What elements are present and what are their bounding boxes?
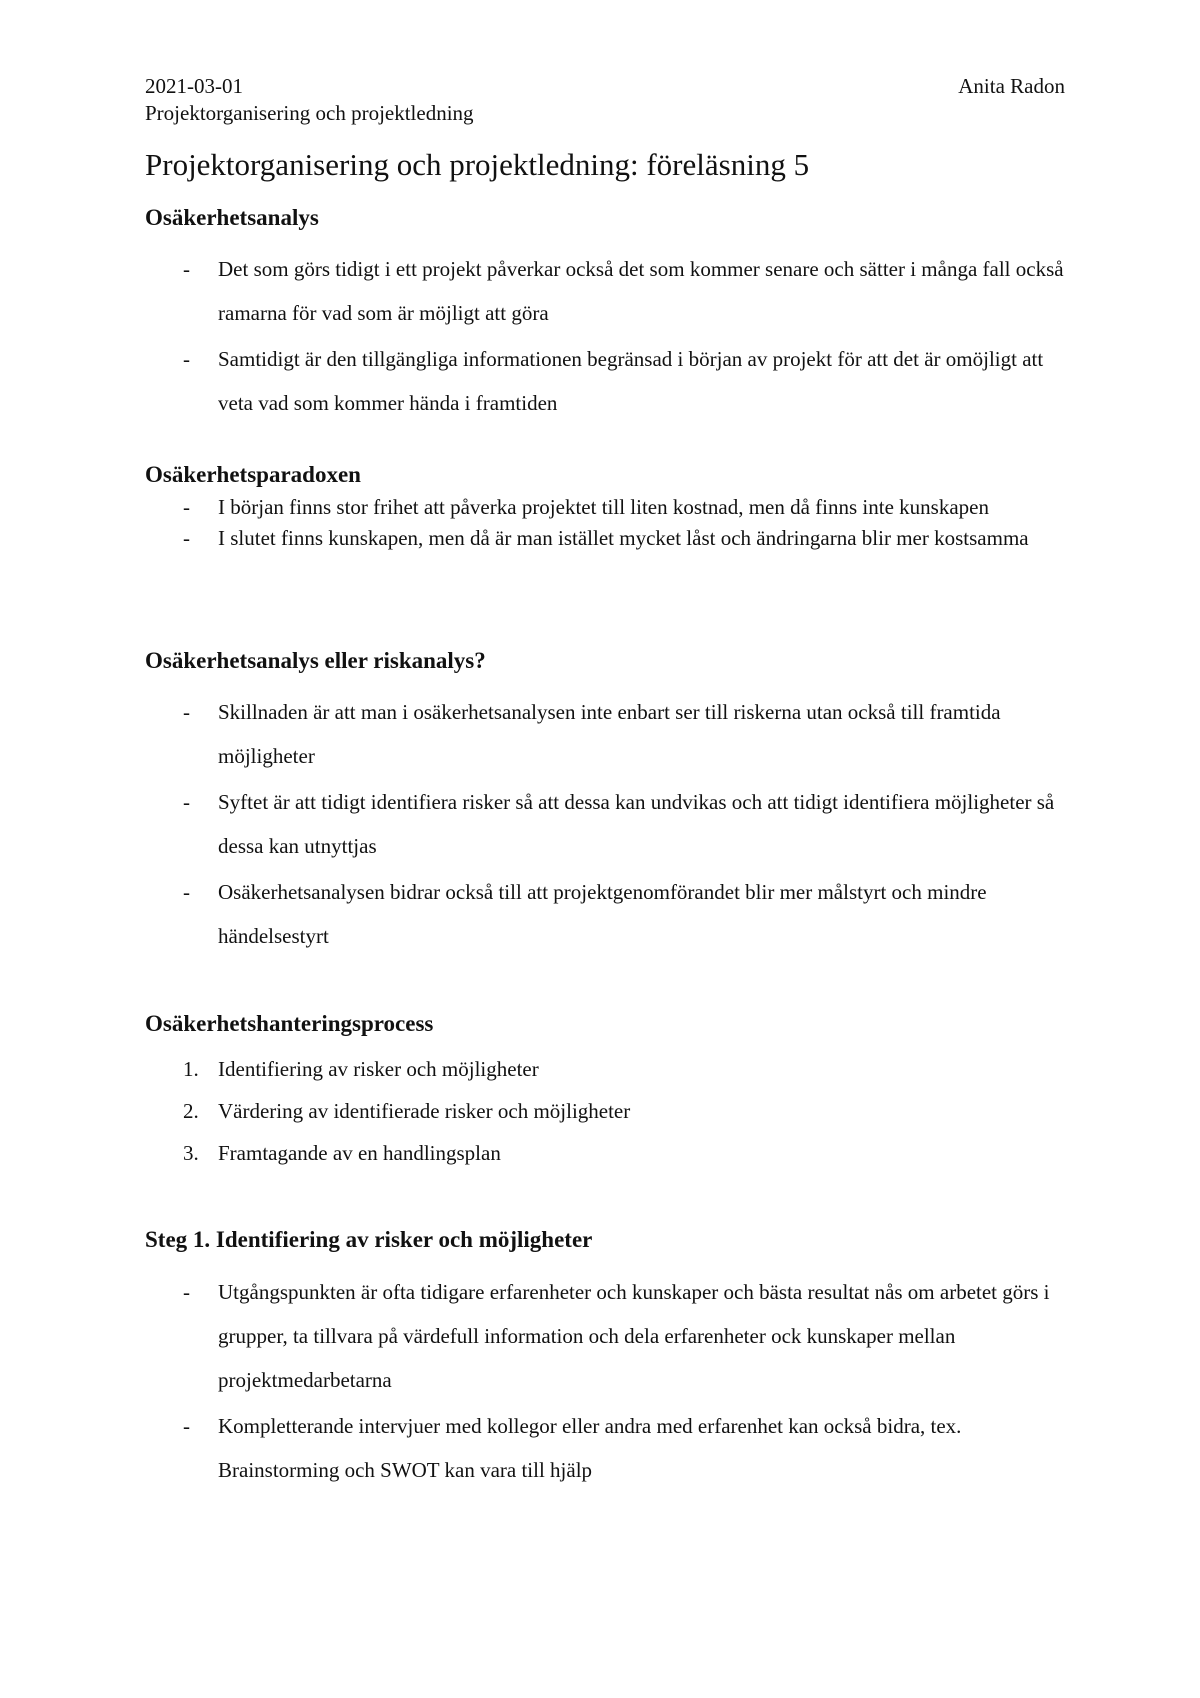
number-marker: 2. bbox=[183, 1099, 199, 1123]
section-list-osakerhetsparadoxen bbox=[145, 492, 1075, 554]
list-item-text: Värdering av identifierade risker och möjligheter bbox=[218, 1099, 631, 1123]
dash-marker: - bbox=[183, 700, 190, 724]
list-item bbox=[145, 870, 1075, 958]
section-heading-osakerhetsparadoxen: Osäkerhetsparadoxen bbox=[145, 462, 361, 487]
number-marker: 1. bbox=[183, 1057, 199, 1081]
list-item-text: Skillnaden är att man i osäkerhetsanalysen inte enbart ser till riskerna utan också till framtida möjligheter bbox=[218, 700, 1001, 768]
header-course: Projektorganisering och projektledning bbox=[145, 101, 474, 125]
dash-marker: - bbox=[183, 347, 190, 371]
list-item-text: Kompletterande intervjuer med kollegor eller andra med erfarenhet kan också bidra, tex. Brainstorming och SWOT kan vara till hjälp bbox=[218, 1414, 962, 1482]
list-item-text: Syftet är att tidigt identifiera risker så att dessa kan undvikas och att tidigt identifiera möjligheter så dessa kan utnyttjas bbox=[218, 790, 1055, 858]
header-author: Anita Radon bbox=[958, 74, 1065, 98]
section-heading-osakerhetsanalys: Osäkerhetsanalys bbox=[145, 205, 319, 230]
dash-marker: - bbox=[183, 257, 190, 281]
list-item bbox=[145, 523, 1075, 554]
list-item-text: Utgångspunkten är ofta tidigare erfarenheter och kunskaper och bästa resultat nås om arbetet görs i grupper, ta tillvara på värdefull information och dela erfarenheter ock kunskaper mellan projektmedarbetarna bbox=[218, 1280, 1050, 1392]
list-item bbox=[145, 1048, 1075, 1090]
list-item-text: I början finns stor frihet att påverka projektet till liten kostnad, men då finns inte kunskapen bbox=[218, 495, 989, 519]
header-date: 2021-03-01 bbox=[145, 74, 243, 98]
list-item-text: Osäkerhetsanalysen bidrar också till att projektgenomförandet blir mer målstyrt och mindre händelsestyrt bbox=[218, 880, 987, 948]
list-item bbox=[145, 690, 1075, 778]
number-marker: 3. bbox=[183, 1141, 199, 1165]
section-heading-osakerhetsanalys-eller-riskanalys: Osäkerhetsanalys eller riskanalys? bbox=[145, 648, 486, 673]
dash-marker: - bbox=[183, 526, 190, 550]
dash-marker: - bbox=[183, 790, 190, 814]
section-heading-osakerhetshanteringsprocess: Osäkerhetshanteringsprocess bbox=[145, 1011, 434, 1036]
list-item-text: Det som görs tidigt i ett projekt påverkar också det som kommer senare och sätter i många fall också ramarna för vad som är möjligt att göra bbox=[218, 257, 1064, 325]
list-item bbox=[145, 492, 1075, 523]
dash-marker: - bbox=[183, 1280, 190, 1304]
list-item bbox=[145, 1404, 1075, 1492]
dash-marker: - bbox=[183, 1414, 190, 1438]
list-item-text: Identifiering av risker och möjligheter bbox=[218, 1057, 539, 1081]
list-item-text: Samtidigt är den tillgängliga informationen begränsad i början av projekt för att det är omöjligt att veta vad som kommer hända i framtiden bbox=[218, 347, 1044, 415]
list-item bbox=[145, 1270, 1075, 1402]
list-item bbox=[145, 1090, 1075, 1132]
section-list-osakerhetsanalys-eller-riskanalys bbox=[145, 690, 1075, 960]
dash-marker: - bbox=[183, 495, 190, 519]
list-item bbox=[145, 1132, 1075, 1174]
section-list-osakerhetshanteringsprocess bbox=[145, 1048, 1075, 1174]
list-item-text: I slutet finns kunskapen, men då är man istället mycket låst och ändringarna blir mer kostsamma bbox=[218, 526, 1029, 550]
list-item bbox=[145, 337, 1075, 425]
document-title: Projektorganisering och projektledning: föreläsning 5 bbox=[145, 147, 810, 182]
list-item bbox=[145, 247, 1075, 335]
list-item bbox=[145, 780, 1075, 868]
list-item-text: Framtagande av en handlingsplan bbox=[218, 1141, 501, 1165]
section-heading-steg-1: Steg 1. Identifiering av risker och möjligheter bbox=[145, 1227, 593, 1252]
dash-marker: - bbox=[183, 880, 190, 904]
section-list-steg-1 bbox=[145, 1270, 1075, 1494]
section-list-osakerhetsanalys bbox=[145, 247, 1075, 427]
